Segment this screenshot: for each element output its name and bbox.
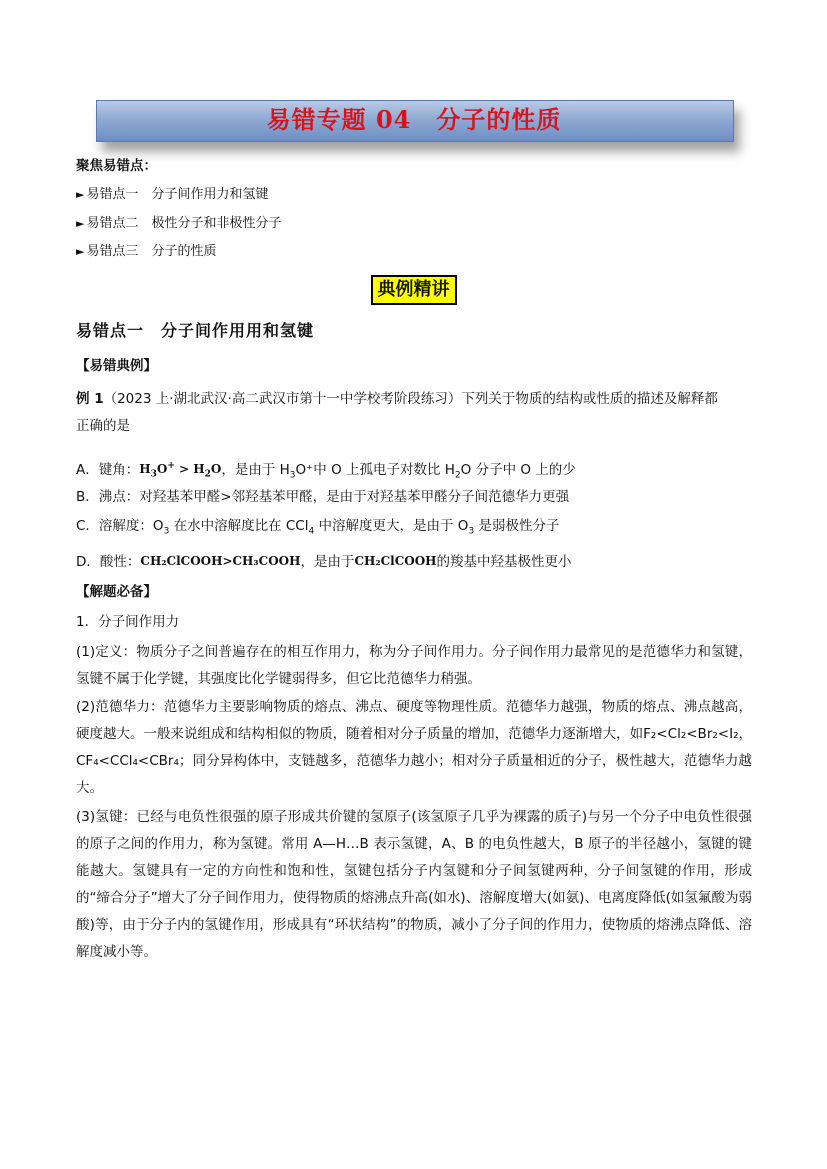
focus-item-text: 易错点三 分子的性质 <box>86 244 217 259</box>
focus-item-text: 易错点一 分子间作用力和氢键 <box>86 187 269 202</box>
solution-paragraph-1: (1)定义：物质分子之间普遍存在的相互作用力，称为分子间作用力。分子间作用力最常见的是范德华力和氢键，氢键不属于化学键，其强度比化学键弱得多，但它比范德华力稍强。 <box>76 644 752 687</box>
option-a: A．键角：$H_3O^+ > H_2O$，是由于 $H_3O^+$中 O 上孤电子对数比 $H_2O$ 分子中 O 上的少 <box>76 461 576 481</box>
page-title: 易错专题 04 分子的性质 <box>266 105 562 134</box>
focus-item-2 <box>76 214 281 234</box>
solution-tag: 【解题必备】 <box>76 584 157 600</box>
solution-paragraph-2b: F₂<Cl₂<Br₂<I₂，CF₄<CCl₄<CBr₄；同分异构体中，支链越多，范德华力越小；相对分子质量相近的分子，极性越大，范德华力越大。 <box>76 726 752 796</box>
solution-item-1: 1．分子间作用力 <box>76 614 180 630</box>
section1-heading: 易错点一 分子间作用用和氢键 <box>76 321 315 340</box>
example-source-cont: 正确的是 <box>76 418 130 434</box>
option-d-formula-2: CH₂ClCOOH <box>354 554 437 568</box>
solution-paragraph-2a: (2)范德华力：范德华力主要影响物质的熔点、沸点、硬度等物理性质。范德华力越强，物质的熔点、沸点越高，硬度越大。一般来说组成和结构相似的物质，随着相对分子质量的增加，范德华力逐渐增大，如 <box>76 699 752 742</box>
triangle-arrow-icon: ► <box>76 217 85 230</box>
section-box-container <box>0 275 827 305</box>
focus-item-3 <box>76 242 216 262</box>
triangle-arrow-icon: ► <box>76 188 85 201</box>
option-a-prefix: A．键角： <box>76 462 140 478</box>
focus-item-text: 易错点二 极性分子和非极性分子 <box>86 216 282 231</box>
solution-paragraph-3: (3)氢键：已经与电负性很强的原子形成共价键的氢原子(该氢原子几乎为裸露的质子)与另一个分子中电负性很强的原子之间的作用力，称为氢键。常用 A—H…B 表示氢键，A、B 的电负性越大，B 原子的半径越小，氢键的键能越大。氢键具有一定的方向性和饱和性，氢键包括分子内氢键和分子间氢键两种，分子间氢键的作用，形成的“缔合分子”增大了分子间作用力，使得物质的熔沸点升高(如水)、溶解度增大(如氨)、电离度降低(如氢氟酸为弱酸)等，由于分子内的氢键作用，形成具有“环状结构”的物质，减小了分子间的作用力，使物质的熔沸点降低、溶解度减小等。 <box>76 809 752 960</box>
focus-item-1 <box>76 185 268 205</box>
option-b: B．沸点：对羟基苯甲醛>邻羟基苯甲醛，是由于对羟基苯甲醛分子间范德华力更强 <box>76 489 570 505</box>
option-d: D．酸性：CH₂ClCOOH>CH₃COOH，是由于CH₂ClCOOH的羧基中羟基极性更小 <box>76 554 572 570</box>
section-box-label: 典例精讲 <box>371 275 457 305</box>
example-label: 例 1 <box>76 391 104 407</box>
option-d-formula: CH₂ClCOOH>CH₃COOH <box>140 554 301 568</box>
triangle-arrow-icon: ► <box>76 245 85 258</box>
example-question <box>76 386 752 440</box>
solution-paragraph-2 <box>76 694 752 802</box>
option-a-formula: $H_3O^+ > H_2O$ <box>139 461 222 480</box>
title-banner <box>96 100 736 142</box>
example-tag: 【易错典例】 <box>76 358 157 374</box>
focus-heading: 聚焦易错点： <box>76 158 157 174</box>
example-source: （2023 上·湖北武汉·高二武汉市第十一中学校考阶段练习）下列关于物质的结构或性质的描述及解释都 <box>103 391 718 407</box>
option-c: C．溶解度：$O_3$ 在水中溶解度比在 CCl$_4$ 中溶解度更大，是由于 $O_3$ 是弱极性分子 <box>76 518 560 537</box>
